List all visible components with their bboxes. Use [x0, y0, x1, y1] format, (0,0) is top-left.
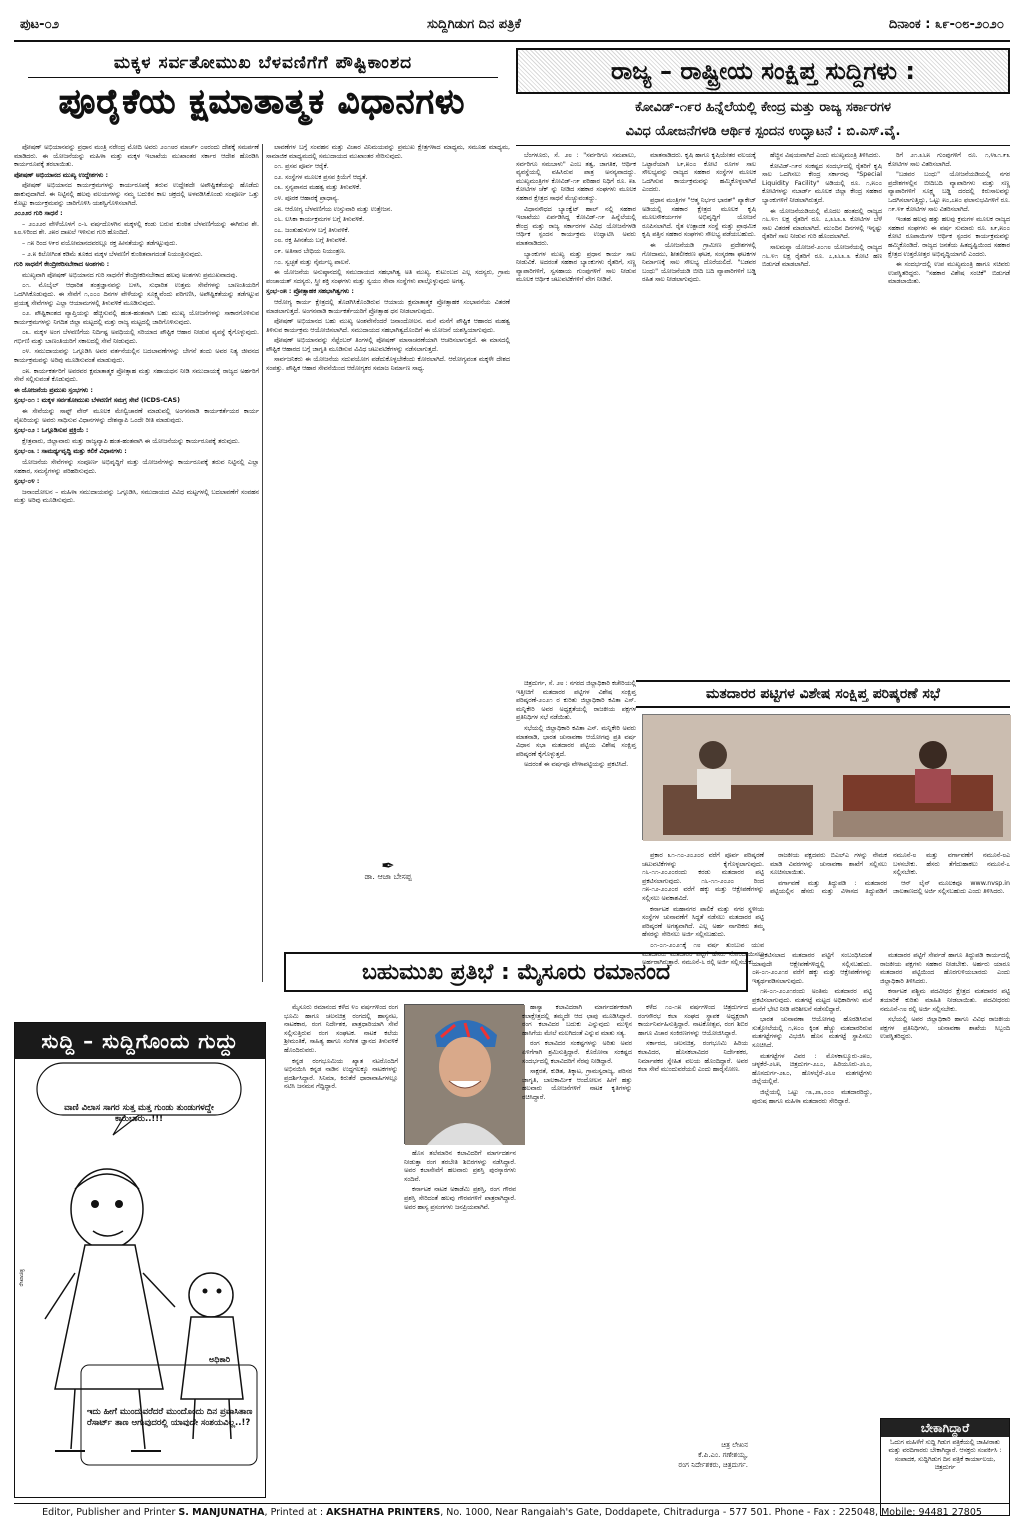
- paragraph: ೦೧. ಮೊಬೈಲ್ ಆಧಾರಿತ ತಂತ್ರಜ್ಞಾನವನ್ನು ಬಳಸಿ, ಸುಧಾರಿತ ಉತ್ತಮ ಸೇವೆಗಳನ್ನು ಬಾಣಂತಿಯರಿಗೆ ಒದಗಿಸಿಕೊಡುವುದು. ಈ ಸೇವೆಗೆ ೧,೦೦೦ ದಿನಗಳ ವೇಳೆಯನ್ನು ಸೂಕ್ಷ್ಮವೆಂದು ಪರಿಗಣಿಸಿ, ಅಪೌಷ್ಟಿಕತೆಯನ್ನು ತಡೆಗಟ್ಟುವ ಪ್ರಯತ್ನ ಸೇವೆಗಳನ್ನು ಎಲ್ಲಾ ಆಯಾಮಗಳಲ್ಲಿ ತಿಳುವಳಿಕೆ ಮೂಡಿಸುವುದು.: [14, 282, 259, 307]
- paragraph: ಆರೋಗ್ಯ ಕಾರ್ಯ ಕ್ಷೇತ್ರದಲ್ಲಿ ತೊಡಗಿಸಿಕೊಂಡಿರುವ ಆಯಾಯ ಕ್ಷಮಾತಾತ್ಮಕ ಪ್ರೋತ್ಸಾಹಕ ಸಂಭಾವನೆಯ ವಿತರಣೆ ಮಾಡಲಾಗುತ್ತದೆ. ಅಂಗನವಾಡಿ ಕಾರ್ಯಕರ್ತೆಯರಿಗೆ ಪ್ರೋತ್ಸಾಹ ಧನ ನೀಡಲಾಗುವುದು.: [266, 298, 510, 315]
- wanted-ad: [880, 1418, 1010, 1516]
- paragraph: ಕರ್ನಾಟಕ ಮಹಾನಗರ ಪಾಲಿಕೆ ಮತ್ತು ನಗರ ಸ್ಥಳೀಯ ಸಂಸ್ಥೆಗಳ ಚುನಾವಣೆಗೆ ಸಿದ್ಧತೆ ನಡೆಸಲು ಮತದಾರರ ಪಟ್ಟಿ ಪರಿಷ್ಕರಣೆ ಅಗತ್ಯವಾಗಿದೆ. ಎಲ್ಲ ಅರ್ಹ ನಾಗರಿಕರು ತಮ್ಮ ಹೆಸರನ್ನು ಸೇರಿಸಲು ಅರ್ಜಿ ಸಲ್ಲಿಸಬಹುದು.: [642, 905, 764, 939]
- paragraph: "ಬಡವರ ಬಂಧು" ಯೋಜನೆಯಡಿಯಲ್ಲಿ ನಗರ ಪ್ರದೇಶಗಳಲ್ಲಿನ ಬೀದಿಬದಿ ವ್ಯಾಪಾರಿಗಳು ಮತ್ತು ಸಣ್ಣ ವ್ಯಾಪಾರಿಗಳಿಗೆ ಸೂಕ್ಷ್ಮ ಬಡ್ಡಿ ದರದಲ್ಲಿ ಕಿರುಸಾಲವನ್ನು ಒದಗಿಸಲಾಗುತ್ತಿದ್ದು, ಒಟ್ಟು ೫೦,೭೫೦ ಫಲಾನುಭವಿಗಳಿಗೆ ರೂ. ೧೯.೪೯ ಕೋಟಿಗಳ ಸಾಲ ವಿತರಿಸಲಾಗಿದೆ.: [888, 171, 1010, 213]
- paragraph: ೦೫. ಕಾರ್ಯಕರ್ತರಿಗೆ ಅವರವರ ಕ್ಷಮಾತಾತ್ಮಕ ಪ್ರೋತ್ಸಾಹ ಮತ್ತು ಸಹಾಯಧನ ನೀಡಿ ಸಮುದಾಯಕ್ಕೆ ರಾಜ್ಯದ ಅರ್ಹರಿಗೆ ಸೇವೆ ಸಲ್ಲಿಸುವಂತೆ ಕೊಡುವುದು.: [14, 367, 259, 384]
- nutrition-article: [14, 48, 510, 948]
- byline-line-3: ರಂಗ ನಿರ್ದೇಶಕರು, ಚಿತ್ರದುರ್ಗ.: [678, 1461, 748, 1469]
- paragraph: ಹೆಚ್ಚಿನ ವಿಷಯವಾಗಿದೆ ಎಂದು ಮುಖ್ಯಮಂತ್ರಿ ತಿಳಿಸಿದರು.: [770, 152, 881, 159]
- paragraph: ಯೋಜನೆಯ ಸೇವೆಗಳನ್ನು ಸಂಪೂರ್ಣ ಅಭಿವೃದ್ಧಿಗೆ ಮತ್ತು ಯೋಜನೆಗಳನ್ನು ಕಾರ್ಯರೂಪಕ್ಕೆ ತರುವ ನಿಟ್ಟಿನಲ್ಲಿ ಎಲ್ಲಾ ಸಹಕಾರ, ಸಮಸ್ಯೆಗಳನ್ನು ಪರಿಹರಿಸುವುದು.: [14, 459, 259, 475]
- paragraph: ೦೬. ಲಸಿಕಾ ಕಾರ್ಯಕ್ರಮಗಳ ಬಗ್ಗೆ ತಿಳುವಳಿಕೆ.: [274, 216, 365, 224]
- paragraph: ಕರ್ನಾಟಕ ನಾಟಕ ಅಕಾಡೆಮಿ ಪ್ರಶಸ್ತಿ, ರಂಗ ಗೌರವ ಪ್ರಶಸ್ತಿ ಸೇರಿದಂತೆ ಹಲವು ಗೌರವಗಳಿಗೆ ಪಾತ್ರರಾಗಿದ್ದಾರೆ. ಅವರ ಹಾಸ್ಯ ಪ್ರಸಂಗಗಳು ಜನಪ್ರಿಯವಾಗಿವೆ.: [404, 1186, 516, 1211]
- paragraph: ಸ್ತಂಭ-೦೨ : ಒಗ್ಗೂಡಿಸುವ ಪ್ರಕ್ರಿಯೆ :: [14, 427, 89, 435]
- footer-mid: , Printed at :: [264, 1507, 324, 1518]
- paragraph: ಸಭೆಯಲ್ಲಿ ಅಪರ ಜಿಲ್ಲಾಧಿಕಾರಿ ಹಾಗೂ ವಿವಿಧ ರಾಜಕೀಯ ಪಕ್ಷಗಳ ಪ್ರತಿನಿಧಿಗಳು, ಚುನಾವಣಾ ಶಾಖೆಯ ಸಿಬ್ಬಂದಿ ಉಪಸ್ಥಿತರಿದ್ದರು.: [880, 1016, 1010, 1041]
- footer-address: , No. 1000, Near Rangaiah's Gate, Doddapete, Chitradurga - 577 501. Phone - Fax : 225048, Mobile: 94481 27805: [440, 1507, 982, 1518]
- voter-headline: ಮತದಾರರ ಪಟ್ಟಿಗಳ ವಿಶೇಷ ಸಂಕ್ಷಿಪ್ತ ಪರಿಷ್ಕರಣೆ ಸಭೆ: [636, 680, 1010, 708]
- portrait-icon: [405, 1005, 525, 1145]
- briefs-column-1: [516, 152, 636, 692]
- paragraph: ಈ ಸಂದರ್ಭದಲ್ಲಿ ಉಪ ಮುಖ್ಯಮಂತ್ರಿ ಹಾಗೂ ಸಚಿವರು ಉಪಸ್ಥಿತರಿದ್ದರು. "ಸಹಕಾರ ವಿಶೇಷ ಸಂಚಿಕೆ" ಬಿಡುಗಡೆ ಮಾಡಲಾಯಿತು.: [888, 261, 1010, 286]
- paragraph: ಕರ್ನಾಟಕ ಪಶ್ಚಿಮ ಪದವೀಧರ ಕ್ಷೇತ್ರದ ಮತದಾರರ ಪಟ್ಟಿ ತಯಾರಿಕೆ ಕುರಿತು ಮಾಹಿತಿ ನೀಡಲಾಯಿತು. ಪದವೀಧರರು ನಮೂನೆ-೧೮ ರಲ್ಲಿ ಅರ್ಜಿ ಸಲ್ಲಿಸಬೇಕು.: [880, 988, 1010, 1013]
- paragraph: ೦೭. ಜಂತುಹುಳುಗಳ ಬಗ್ಗೆ ತಿಳುವಳಿಕೆ.: [274, 226, 350, 234]
- paragraph: ಈ ಯೋಜನೆಯ ಅನುಷ್ಠಾನದಲ್ಲಿ ಸಮುದಾಯದ ಸಹಭಾಗಿತ್ವ ಅತಿ ಮುಖ್ಯ. ಕುಟುಂಬದ ಎಲ್ಲ ಸದಸ್ಯರು, ಗ್ರಾಮ ಪಂಚಾಯತ್ ಸದಸ್ಯರು, ಸ್ತ್ರೀ ಶಕ್ತಿ ಸಂಘಗಳು ಮತ್ತು ಸ್ವಯಂ ಸೇವಾ ಸಂಸ್ಥೆಗಳು ಪಾಲ್ಗೊಳ್ಳುವುದು ಅಗತ್ಯ.: [266, 269, 510, 285]
- paragraph: ೦೯. ಅತಿಸಾರ ಬೇಧಿಯ ನಿಯಂತ್ರಣ.: [274, 247, 346, 255]
- footer-editor: S. MANJUNATHA: [178, 1507, 265, 1518]
- voter-column-3: [770, 852, 1010, 950]
- paragraph: ಸ್ತಂಭ-೦೪ :: [14, 478, 40, 486]
- ramananda-column-2: [522, 1004, 632, 1504]
- paragraph: ೦೩. ಸ್ತನ್ಯಪಾನದ ಮಹತ್ವ ಮತ್ತು ತಿಳುವಳಿಕೆ.: [274, 184, 362, 192]
- paragraph: ಈ ಸೇವೆಯನ್ನು ಸಾಫ್ಟ್ ವೇರ್ ಮೂಲಕ ಮೇಲ್ವಿಚಾರಣೆ ಮಾಡುವಲ್ಲಿ ಅಂಗನವಾಡಿ ಕಾರ್ಯಕರ್ತೆಯರ ಕಾರ್ಯ ವೈಖರಿಯನ್ನು ಅವರು ಸಾಧಿಸುವ ವಿಧಾನಗಳನ್ನು ದೇಶವ್ಯಾಪಿ ಒಂದೇ ರೀತಿ ಮಾಡುವುದು.: [14, 408, 259, 424]
- paragraph: ೦೨. ಪೌಷ್ಟಿಕಾಂಶದ ವ್ಯಾಪ್ತಿಯನ್ನು ಹೆಚ್ಚಿಸುವಲ್ಲಿ ಹಂತ-ಹಂತವಾಗಿ ಬಹು ಮುಖ್ಯ ಯೋಜನೆಗಳನ್ನು ಸಾಕಾರಗೊಳಿಸುವ ಕಾರ್ಯಕ್ರಮಗಳನ್ನು ನಿಗದಿತ ಜಿಲ್ಲಾ ಮಟ್ಟದಲ್ಲಿ ಮತ್ತು ರಾಜ್ಯ ಮಟ್ಟದಲ್ಲಿ ಜಾರಿಗೊಳಿಸುವುದು.: [14, 310, 259, 326]
- paragraph: ಹೊಸ ತಲೆಮಾರಿನ ಕಲಾವಿದರಿಗೆ ಮಾರ್ಗದರ್ಶನ ನೀಡುತ್ತಾ ರಂಗ ತರಬೇತಿ ಶಿಬಿರಗಳನ್ನು ನಡೆಸಿದ್ದಾರೆ. ಅವರ ಕಲಾಸೇವೆಗೆ ಹಲವಾರು ಪ್ರಶಸ್ತಿ ಪುರಸ್ಕಾರಗಳು ಸಂದಿವೆ.: [404, 1150, 516, 1183]
- paragraph: ಲಾವಣೆಗಳ ಬಗ್ಗೆ ಸಂವಹನ ಮತ್ತು ವಿಚಾರ ವಿನಿಮಯವನ್ನು ಪ್ರಮುಖ ಕ್ಷೇತ್ರಗಳಾದ ಮಾಧ್ಯಮ, ಸಮೂಹ ಮಾಧ್ಯಮ, ಸಾಮಾಜಿಕ ಮಾಧ್ಯಮದಲ್ಲಿ ಸಮುದಾಯದ ಮುಖಾಂತರ ಸೇರಿಸುವುದು.: [266, 144, 510, 160]
- paragraph: ಪ್ರಧಾನ ಮಂತ್ರಿಗಳ "ಆತ್ಮ ನಿರ್ಭರ ಭಾರತ್" ಪ್ಯಾಕೇಜ್ ಅಡಿಯಲ್ಲಿ ಸಹಕಾರ ಕ್ಷೇತ್ರದ ಮೂಲಕ ಕೃಷಿ ಮೂಲಸೌಕರ್ಯಗಳ ಅಭಿವೃದ್ಧಿಗೆ ಯೋಜನೆ ರೂಪಿಸಲಾಗಿದೆ. ರೈತ ಉತ್ಪಾದಕ ಸಂಸ್ಥೆ ಮತ್ತು ಪ್ರಾಥಮಿಕ ಕೃಷಿ ಪತ್ತಿನ ಸಹಕಾರ ಸಂಘಗಳು ಸೌಲಭ್ಯ ಪಡೆಯಬಹುದು.: [642, 196, 756, 239]
- masthead: [14, 8, 1010, 42]
- paragraph: ಭಾರತ ಚುನಾವಣಾ ಆಯೋಗವು ಹೊರಡಿಸಿರುವ ಸುತ್ತೋಲೆಯಲ್ಲಿ ೧,೫೦೦ ಕ್ಕಿಂತ ಹೆಚ್ಚು ಮತದಾರರಿರುವ ಮತಗಟ್ಟೆಗಳನ್ನು ವಿಭಜಿಸಿ ಹೊಸ ಮತಗಟ್ಟೆ ಸ್ಥಾಪಿಸಲು ಸೂಚಿಸಿದೆ.: [752, 1016, 872, 1049]
- paragraph: ಹಾಸ್ಯಾ ಕಲಾವಿದರಾಗಿ ಮಾರ್ಗದರ್ಶಕರಾಗಿ ಕಲಾಕ್ಷೇತ್ರದಲ್ಲಿ ತಮ್ಮದೇ ಆದ ಛಾಪು ಮೂಡಿಸಿದ್ದಾರೆ. ರಂಗ ಕಲಾವಿದರ ಬದುಕು ಎನ್ನುವುದು ಮುಳ್ಳಿನ ಹಾಸಿಗೆಯ ಮೇಲೆ ಮಲಗಿದಂತೆ ಎನ್ನುವ ಮಾತು ಸತ್ಯ.: [522, 1004, 632, 1037]
- voter-column-2: [642, 852, 764, 967]
- paragraph: – ೨೦೨೨ರ ವೇಳೆಯೊಳಗೆ ೦-೬ ವರ್ಷದೊಳಗಿನ ಮಕ್ಕಳಲ್ಲಿ ಕಂಡು ಬರುವ ಕುಂಠಿತ ಬೆಳವಣಿಗೆಯನ್ನು ಈಗಿರುವ ಶೇ. ೩೮.೪ರಿಂದ ಶೇ. ೨೫ರ ದಾಖಲೆ ಇಳಿಸುವ ಗುರಿ ಹೊಂದಿದೆ.: [14, 220, 259, 237]
- paragraph: ಕೋವಿಡ್-೧೯ರ ಸಂಕಷ್ಟದ ಸಂದರ್ಭದಲ್ಲಿ ರೈತರಿಗೆ ಕೃಷಿ ಸಾಲ ಒದಗಿಸಲು ಕೇಂದ್ರ ಸರ್ಕಾರವು "Special Liquidity Facility" ಅಡಿಯಲ್ಲಿ ರೂ. ೧,೫೦೦ ಕೋಟಿಗಳನ್ನು ನಬಾರ್ಡ್ ಮೂಲಕ ಜಿಲ್ಲಾ ಕೇಂದ್ರ ಸಹಕಾರ ಬ್ಯಾಂಕುಗಳಿಗೆ ನೀಡಲಾಗಿರುತ್ತದೆ.: [762, 162, 882, 204]
- ramananda-article: [284, 952, 748, 1512]
- paragraph: ಪೋಷಣ್ ಅಭಿಯಾನದ ಬಹು ಮುಖ್ಯ ಅಂಶವೇನೆಂದರೆ ಜನಾಂದೋಲನ. ಮನೆ ಮನೆಗೆ ಪೌಷ್ಟಿಕ ಆಹಾರದ ಮಹತ್ವ ತಿಳಿಸುವ ಕಾರ್ಯಕ್ರಮ ಆಯೋಜಿಸಲಾಗಿದೆ. ಸಮುದಾಯದ ಸಹಭಾಗಿತ್ವದೊಂದಿಗೆ ಈ ಯೋಜನೆ ಯಶಸ್ವಿಯಾಗುವುದು.: [266, 318, 510, 334]
- paragraph: ಸಾಲಮನ್ನಾ ಯೋಜನೆ-೨೦೧೮ ಯೋಜನೆಯಲ್ಲಿ ರಾಜ್ಯದ ೧೬.೪೧ ಲಕ್ಷ ರೈತರಿಗೆ ರೂ. ೭,೩೬೩.೩ ಕೋಟಿ ಹಣ ಬಿಡುಗಡೆ ಮಾಡಲಾಗಿದೆ.: [762, 243, 882, 269]
- paragraph: ಈ ಯೋಜನೆಯಡಿಯಲ್ಲಿ ಮೊದಲ ಹಂತದಲ್ಲಿ ರಾಜ್ಯದ ೧೬.೪೧ ಲಕ್ಷ ರೈತರಿಗೆ ರೂ. ೭,೩೬೩.೩ ಕೋಟಿಗಳ ಬೆಳೆ ಸಾಲ ವಿತರಣೆ ಮಾಡಲಾಗಿದೆ. ಮುಂದಿನ ದಿನಗಳಲ್ಲಿ ಇನ್ನಷ್ಟು ರೈತರಿಗೆ ಸಾಲ ನೀಡುವ ಗುರಿ ಹೊಂದಲಾಗಿದೆ.: [762, 207, 882, 241]
- paragraph: ಸ್ತಂಭ-೦೫ : ಪ್ರೋತ್ಸಾಹಕ ಸಹಭಾಗಿತ್ವಗಳು :: [266, 288, 354, 296]
- paragraph: ವರ್ಗಾವಣೆ ಮತ್ತು ತಿದ್ದುಪಡಿ : ಮತದಾರರ ಪಟ್ಟಿಯಲ್ಲಿನ ಹೆಸರು ಮತ್ತು ವಿಳಾಸದ ತಿದ್ದುಪಡಿಗೆ ನಮೂನೆ-೮ ಮತ್ತು ವರ್ಗಾವಣೆಗೆ ನಮೂನೆ-೮ಎ ಬಳಸಬೇಕು. ಹೆಸರು ತೆಗೆದುಹಾಕಲು ನಮೂನೆ-೭ ಸಲ್ಲಿಸಬೇಕು.: [770, 852, 1010, 896]
- paragraph: ೧೫-೦೧-೨೦೨೧ರಂದು ಅಂತಿಮ ಮತದಾರರ ಪಟ್ಟಿ ಪ್ರಕಟಿಸಲಾಗುವುದು. ಮತಗಟ್ಟೆ ಮಟ್ಟದ ಅಧಿಕಾರಿಗಳು ಮನೆ ಮನೆಗೆ ಭೇಟಿ ನೀಡಿ ಪರಿಶೀಲನೆ ನಡೆಸಲಿದ್ದಾರೆ.: [752, 988, 872, 1013]
- paragraph: ಜನಾಂದೋಲನ – ಮಹಿಳಾ ಸಮುದಾಯವನ್ನು ಒಗ್ಗೂಡಿಸಿ, ಸಮುದಾಯದ ವಿವಿಧ ಮಟ್ಟಗಳಲ್ಲಿ ಬದಲಾವಣೆಗೆ ಸಂವಹನ ಮತ್ತು ಅರಿವು ಮೂಡಿಸುವುದು.: [14, 488, 259, 505]
- paragraph: ೦೫. ಆರೋಗ್ಯ ಬೆಳವಣಿಗೆಯ ಉಸ್ತುವಾರಿ ಮತ್ತು ಉತ್ತೇಜನ.: [274, 205, 393, 213]
- article-column-1: [14, 144, 259, 982]
- article-column-2: [266, 144, 510, 854]
- newspaper-page: [14, 8, 1010, 1523]
- byline-line-2: ಕೆ.ಪಿ.ಎಂ. ಗಣೇಶಯ್ಯ,: [698, 1451, 748, 1459]
- paragraph: – ೧೫ ರಿಂದ ೪೯ರ ವಯೋಮಾನದವರಲ್ಲೂ ರಕ್ತ ಹೀನತೆಯನ್ನು ತಡೆಗಟ್ಟುವುದು.: [22, 239, 178, 247]
- wanted-body: ಓದುಗ ಮಹಿಳೆಗೆ ಸುದ್ದಿ ಗಿಡುಗ ಪತ್ರಿಕೆಯಲ್ಲಿ ಜಾಹೀರಾತು ಮತ್ತು ವರದಿಗಾರರು ಬೇಕಾಗಿದ್ದಾರೆ. ಆಸಕ್ತರು ಸಂಪರ್ಕಿಸಿ : ಸಂಪಾದಕ, ಸುದ್ದಿಗಿಡುಗ ದಿನ ಪತ್ರಿಕೆ ಕಾರ್ಯಾಲಯ, ಚಿತ್ರದುರ್ಗ: [888, 1439, 1002, 1472]
- paragraph: ಪೋಷಣ್ ಅಭಿಯಾನದ ಕಾರ್ಯಕ್ರಮಗಳನ್ನು ಕಾರ್ಯರೂಪಕ್ಕೆ ತರುವ ಉದ್ದೇಶದೇ ಅಪೌಷ್ಟಿಕತೆಯನ್ನು ಹೊಡೆದು ಹಾಕುವುದಾಗಿದೆ. ಈ ನಿಟ್ಟಿನಲ್ಲಿ ಹಲವು ವಲಯಗಳನ್ನು ನಮ್ಮ ಬದುಕಿನ ಕಾಲ ಚಕ್ರದಲ್ಲಿ ಅಳವಡಿಸಿಕೊಂಡು ಸಂಪೂರ್ಣ ಒತ್ತು ಕೊಟ್ಟು ಕಾರ್ಯಕ್ರಮವನ್ನು ಜಾರಿಗೊಳಿಸಿ ಯಶಸ್ವಿಗೊಳಿಸಲಾಗಿದೆ.: [14, 182, 259, 207]
- paragraph: ೦೨. ಸಂಸ್ಥೆಗಳ ಮೂಲಕ ಪ್ರಸವ ಕ್ರಿಯೆಗೆ ಆದ್ಯತೆ.: [274, 173, 368, 181]
- paragraph: ೦೪. ಪೂರಕ ಆಹಾರಕ್ಕೆ ಪ್ರಾಧಾನ್ಯ.: [274, 194, 339, 202]
- paragraph: ಸ್ತಂಭ-೦೩ : ಸಾಮರ್ಥ್ಯವೃದ್ಧಿ ಮತ್ತು ಕಲಿಕೆ ವಿಧಾನಗಳು :: [14, 448, 127, 456]
- ramananda-photo: [404, 1004, 524, 1144]
- paragraph: ಈ ಯೋಜನೆಯಡಿ ಗ್ರಾಮೀಣ ಪ್ರದೇಶಗಳಲ್ಲಿ ಗೋದಾಮು, ಶೀತಲೀಕರಣ ಘಟಕ, ಸಂಸ್ಕರಣಾ ಘಟಕಗಳ ನಿರ್ಮಾಣಕ್ಕೆ ಸಾಲ ಸೌಲಭ್ಯ ದೊರೆಯಲಿದೆ. "ಬಡವರ ಬಂಧು" ಯೋಜನೆಯಡಿ ಬೀದಿ ಬದಿ ವ್ಯಾಪಾರಿಗಳಿಗೆ ಬಡ್ಡಿ ರಹಿತ ಸಾಲ ನೀಡಲಾಗುವುದು.: [642, 241, 756, 284]
- paragraph: ೦೧-೦೧-೨೦೨೧ಕ್ಕೆ ೧೮ ವರ್ಷ ತುಂಬುವ ಯುವ ಮತದಾರರು ಮತದಾರರ ಪಟ್ಟಿಗೆ ಹೆಸರು ನೋಂದಾಯಿಸಲು ಅರ್ಹರಾಗಿರುತ್ತಾರೆ. ನಮೂನೆ-೬ ರಲ್ಲಿ ಅರ್ಜಿ ಸಲ್ಲಿಸಬೇಕು.: [642, 941, 764, 967]
- paragraph: ರಿಗೆ ೨೧.೩೬೫ ಗುಂಪುಗಳಿಗೆ ರೂ. ೧,೪೩೧.೯೩ ಕೋಟಿಗಳ ಸಾಲ ವಿತರಿಸಲಾಗಿದೆ.: [888, 152, 1010, 168]
- footer-lead: Editor, Publisher and Printer: [42, 1507, 176, 1518]
- page-number: ಪುಟ-೦೨: [20, 16, 60, 32]
- paragraph: ಕನ್ನಡ ರಂಗಭೂಮಿಯ ಖ್ಯಾತ ನಟರೊಂದಿಗೆ ಅಭಿನಯಿಸಿ ಕನ್ನಡ ನಾಡಿನ ಉದ್ದಗಲಕ್ಕೂ ನಾಟಕಗಳನ್ನು ಪ್ರದರ್ಶಿಸಿದ್ದಾರೆ. ಸಿನಿಮಾ, ಕಿರುತೆರೆ ಧಾರಾವಾಹಿಗಳಲ್ಲೂ ನಟಿಸಿ ಜನಮನ ಗೆದ್ದಿದ್ದಾರೆ.: [284, 1057, 398, 1091]
- paragraph: ಮತಗಟ್ಟೆಗಳ ವಿವರ : ಮೊಳಕಾಲ್ಮೂರು-೨೫೦, ಚಳ್ಳಕೆರೆ-೨೬೫, ಚಿತ್ರದುರ್ಗ-೨೭೦, ಹಿರಿಯೂರು-೨೬೦, ಹೊಸದುರ್ಗ-೨೩೦, ಹೊಳಲ್ಕೆರೆ-೨೬೮ ಮತಗಟ್ಟೆಗಳು ಜಿಲ್ಲೆಯಲ್ಲಿವೆ.: [752, 1052, 872, 1086]
- paragraph: ಸರ್ಕಾರದ, ಚಲನಚಿತ್ರ, ರಂಗಭೂಮಿ ಹಿರಿಯ ಕಲಾವಿದರ, ಹೊಸಕಲಾವಿದರ ನಿರ್ದೇಶಕರ, ನಿರ್ಮಾಪಕರ ಸ್ನೇಹಿತ ವಲಯ ಹೊಂದಿದ್ದಾರೆ. ಅವರ ಕಲಾ ಸೇವೆ ಮುಂದುವರೆಯಲಿ ಎಂದು ಹಾರೈಸೋಣ.: [638, 1040, 748, 1074]
- paragraph: ಆನ್ ಲೈನ್ ಮೂಲಕವೂ www.nvsp.in ಜಾಲತಾಣದಲ್ಲಿ ಅರ್ಜಿ ಸಲ್ಲಿಸಬಹುದು ಎಂದು ತಿಳಿಸಿದರು.: [893, 879, 1010, 896]
- paragraph: ಕಳೆದ ೧೦-೧೫ ವರ್ಷಗಳಿಂದ ಚಿತ್ರದುರ್ಗದ ರಂಗಸೌರಭ ಕಲಾ ಸಂಘದ ಸ್ಥಾಪಕ ಅಧ್ಯಕ್ಷರಾಗಿ ಕಾರ್ಯನಿರ್ವಹಿಸುತ್ತಿದ್ದಾರೆ. ನಾಟಕೋತ್ಸವ, ರಂಗ ಶಿಬಿರ ಹಾಗೂ ವಿಚಾರ ಸಂಕಿರಣಗಳನ್ನು ಆಯೋಜಿಸಿದ್ದಾರೆ.: [638, 1004, 748, 1037]
- paragraph: ೦೪. ಸಮುದಾಯವನ್ನು ಒಗ್ಗೂಡಿಸಿ ಅವರ ವರ್ತನೆಯಲ್ಲಿನ ಬದಲಾವಣೆಗಳನ್ನು ಬೇಗನೆ ತಂದು ಅವರ ನಿತ್ಯ ಜೀವನದ ಕಾರ್ಯಕ್ರಮವನ್ನು ಅರಿವು ಮೂಡಿಸುವಂತೆ ಮಾಡುವುದು.: [14, 348, 259, 365]
- article-kicker: ಮಕ್ಕಳ ಸರ್ವತೋಮುಖ ಬೆಳವಣಿಗೆಗೆ ಪೌಷ್ಟಿಕಾಂಶದ: [28, 48, 498, 78]
- ramananda-byline: [638, 1440, 748, 1470]
- paragraph: ಪ್ರಕಾರ ೩೧-೧೦-೨೦೨೦ರ ವರೆಗೆ ಪೂರ್ವ ಪರಿಷ್ಕರಣೆ ಚಟುವಟಿಕೆಗಳನ್ನು ಕೈಗೊಳ್ಳಲಾಗುವುದು. ೧೬-೧೧-೨೦೨೦ರಂದು ಕರಡು ಮತದಾರರ ಪಟ್ಟಿ ಪ್ರಕಟಿಸಲಾಗುವುದು. ೧೬-೧೧-೨೦೨೦ ರಿಂದ ೧೫-೧೨-೨೦೨೦ರ ವರೆಗೆ ಹಕ್ಕು ಮತ್ತು ಆಕ್ಷೇಪಣೆಗಳನ್ನು ಸಲ್ಲಿಸಲು ಅವಕಾಶವಿದೆ.: [642, 852, 764, 902]
- ramananda-column-1: [284, 1004, 398, 1504]
- ramananda-column-1b: [404, 1150, 516, 1504]
- paragraph: ಸಾಕ್ಷರತೆ, ಕುಡಿತ, ತಿಕ್ಕಾಟ, ಗ್ರಾಮಸ್ವರಾಜ್ಯ, ಪರಿಸರ ಜಾಗೃತಿ, ಬಾಲಕಾರ್ಮಿಕ ಆಂದೋಲನ ಹೀಗೆ ಹತ್ತು ಹಲವಾರು ಯೋಜನೆಗಳಿಗೆ ನಾಟಕ ಕೃತಿಗಳನ್ನು ರಚಿಸಿದ್ದಾರೆ.: [522, 1068, 632, 1101]
- byline-line-1: ಚಿತ್ರ ಲೇಖನ: [721, 1441, 748, 1449]
- column-rule: [262, 144, 263, 982]
- voter-continued-column: [752, 952, 872, 1512]
- paragraph: ಸಭೆಯಲ್ಲಿ ಜಿಲ್ಲಾಧಿಕಾರಿ ಕವಿತಾ ಎಸ್. ಮನ್ನಿಕೇರಿ ಅವರು ಮಾತನಾಡಿ, ಭಾರತ ಚುನಾವಣಾ ಆಯೋಗವು ಪ್ರತಿ ವರ್ಷ ವಿಧಾನ ಸಭಾ ಮತದಾರರ ಪಟ್ಟಿಯ ವಿಶೇಷ ಸಂಕ್ಷಿಪ್ತ ಪರಿಷ್ಕರಣೆ ಕೈಗೊಳ್ಳುತ್ತದೆ.: [516, 724, 636, 758]
- briefs-column-3: [762, 152, 882, 692]
- cartoon-title: ಸುದ್ದಿ – ಸುದ್ದಿಗೊಂದು ಗುದ್ದು: [15, 1023, 265, 1059]
- paragraph: ಬ್ಯಾಂಕುಗಳ ಮುಖ್ಯ ಮತ್ತು ಪ್ರಧಾನ ಕಾರ್ಯ ಸಾಲ ನೀಡುವಿಕೆ. ಅದರಂತೆ ಸಹಕಾರ ಬ್ಯಾಂಕುಗಳು ರೈತರಿಗೆ, ಸಣ್ಣ ವ್ಯಾಪಾರಿಗಳಿಗೆ, ಸ್ವಸಹಾಯ ಗುಂಪುಗಳಿಗೆ ಸಾಲ ನೀಡುವ ಮೂಲಕ ಆರ್ಥಿಕ ಚಟುವಟಿಕೆಗಳಿಗೆ ವೇಗ ನೀಡಿವೆ.: [516, 250, 636, 284]
- article-headline: ಪೂರೈಕೆಯ ಕ್ಷಮಾತಾತ್ಮಕ ವಿಧಾನಗಳು: [58, 82, 466, 122]
- wanted-title: ಬೇಕಾಗಿದ್ದಾರೆ: [881, 1419, 1009, 1437]
- paragraph: ರಾಜಕೀಯ ಪಕ್ಷದವರು ಬಿಎಲ್ಎ ಗಳನ್ನು ನೇಮಕ ಮಾಡಿ ವಿವರಗಳನ್ನು ಚುನಾವಣಾ ಶಾಖೆಗೆ ಸಲ್ಲಿಸಲು ಸೂಚಿಸಲಾಯಿತು.: [770, 852, 887, 877]
- paragraph: ಅದರಂತೆ ಈ ವರ್ಷವೂ ವೇಳಾಪಟ್ಟಿಯನ್ನು ಪ್ರಕಟಿಸಿದೆ.: [524, 761, 629, 769]
- signature-icon: ✒: [381, 856, 395, 875]
- paragraph: – ೨.೫ ಕಿಲೋಗಿಂತ ಕಡಿಮೆ ತೂಕದ ಮಕ್ಕಳ ಬೆಳವಣಿಗೆ ಕುಂಠಿತವಾಗದಂತೆ ನಿಯಂತ್ರಿಸುವುದು.: [22, 250, 203, 258]
- news-briefs: [516, 48, 1010, 688]
- paragraph: ಪೋಷಣ್ ಅಭಿಯಾನವನ್ನು ಸೆಪ್ಟೆಂಬರ್ ತಿಂಗಳಲ್ಲಿ ಪೋಷಣ್ ಮಾಸಾಚರಣೆಯಾಗಿ ಆಚರಿಸಲಾಗುತ್ತದೆ. ಈ ಮಾಸದಲ್ಲಿ ಪೌಷ್ಟಿಕ ಆಹಾರದ ಬಗ್ಗೆ ಜಾಗೃತಿ ಮೂಡಿಸುವ ವಿವಿಧ ಚಟುವಟಿಕೆಗಳನ್ನು ನಡೆಸಲಾಗುತ್ತದೆ.: [266, 337, 510, 353]
- paper-name: ಸುದ್ದಿಗಿಡುಗ ದಿನ ಪತ್ರಿಕೆ: [426, 16, 521, 32]
- paragraph: ೦೮. ರಕ್ತ ಹೀನತೆಯ ಬಗ್ಗೆ ತಿಳುವಳಿಕೆ.: [274, 237, 348, 245]
- paragraph: ಮತದಾರರ ಪಟ್ಟಿಗೆ ಸೇರ್ಪಡೆ ಹಾಗೂ ತಿದ್ದುಪಡಿ ಕಾರ್ಯದಲ್ಲಿ ರಾಜಕೀಯ ಪಕ್ಷಗಳು ಸಹಕಾರ ನೀಡಬೇಕು. ಅರ್ಹರು ಯಾರೂ ಮತದಾರರ ಪಟ್ಟಿಯಿಂದ ಹೊರಗುಳಿಯಬಾರದು ಎಂದು ಜಿಲ್ಲಾಧಿಕಾರಿ ತಿಳಿಸಿದರು.: [880, 952, 1010, 985]
- paragraph: ಮುಖ್ಯವಾಗಿ ಪೋಷಣ್ ಅಭಿಯಾನದ ಗುರಿ ಸಾಧನೆಗೆ ಕೇಂದ್ರೀಕರಿಸಬೇಕಾದ ಹಲವು ಅಂಶಗಳು ಪ್ರಮುಖವಾದವು.: [22, 271, 238, 279]
- paragraph: ಚಿತ್ರದುರ್ಗ, ಸೆ. ೨೮ : ನಗರದ ಜಿಲ್ಲಾಧಿಕಾರಿ ಕಚೇರಿಯಲ್ಲಿ ಇತ್ತೀಚಿಗೆ ಮತದಾರರ ಪಟ್ಟಿಗಳ ವಿಶೇಷ ಸಂಕ್ಷಿಪ್ತ ಪರಿಷ್ಕರಣೆ-೨೦೨೧ ರ ಕುರಿತು ಜಿಲ್ಲಾಧಿಕಾರಿ ಕವಿತಾ ಎಸ್. ಮನ್ನಿಕೇರಿ ಅವರ ಅಧ್ಯಕ್ಷತೆಯಲ್ಲಿ ರಾಜಕೀಯ ಪಕ್ಷಗಳ ಪ್ರತಿನಿಧಿಗಳ ಸಭೆ ನಡೆಯಿತು.: [516, 680, 636, 722]
- paragraph: ಕ್ಷೇತ್ರವಾರು, ಜಿಲ್ಲಾವಾರು ಮತ್ತು ರಾಜ್ಯವ್ಯಾಪಿ ಹಂತ-ಹಂತವಾಗಿ ಈ ಯೋಜನೆಯನ್ನು ಕಾರ್ಯರೂಪಕ್ಕೆ ತರುವುದು.: [22, 437, 240, 445]
- footer-printer: AKSHATHA PRINTERS: [326, 1507, 441, 1518]
- paragraph: ೨೦೨೨ರ ಗುರಿ ಸಾಧನೆ :: [14, 210, 63, 218]
- paragraph: ಬೆಂಗಳೂರು, ಸೆ. ೨೮ : "ಸರ್ವರಿಗೂ ಸಮಪಾಲು, ಸರ್ವರಿಗೂ ಸಮಬಾಳು" ಎಂಬ ತತ್ವ, ಜಾಗತಿಕ, ಆರ್ಥಿಕ ವ್ಯವಸ್ಥೆಯಲ್ಲಿ ವಹಿಸಿರುವ ಪಾತ್ರ ಅನನ್ಯವಾದದ್ದು. ಮುಖ್ಯಮಂತ್ರಿಗಳ ಕೋವಿಡ್-೧೯ ಪರಿಹಾರ ನಿಧಿಗೆ ರೂ. ೫೩ ಕೋಟಿಗಳ ಚೆಕ್ ನ್ನು ನೀಡಿದ ಸಹಕಾರ ಸಂಘಗಳು ಮೂಲಕ ಸಹಕಾರ ಕ್ಷೇತ್ರದ ಸಾಧನೆ ಮೆಚ್ಚುವಂತದ್ದು.: [516, 152, 636, 202]
- meeting-photo: [642, 714, 1010, 840]
- cartoon-illustration: [15, 1059, 264, 1496]
- briefs-subheading-1: ಕೋವಿಡ್-೧೯ರ ಹಿನ್ನೆಲೆಯಲ್ಲಿ ಕೇಂದ್ರ ಮತ್ತು ರಾಜ್ಯ ಸರ್ಕಾರಗಳ: [635, 100, 891, 115]
- ramananda-headline: ಬಹುಮುಖ ಪ್ರತಿಭೆ : ಮೈಸೂರು ರಮಾನಂದ: [284, 952, 748, 992]
- paragraph: ಈ ಯೋಜನೆಯ ಪ್ರಮುಖ ಸ್ತಂಭಗಳು :: [14, 386, 93, 394]
- paragraph: ಮೈಸೂರು ರಮಾನಂದ ಕಳೆದ ೪೦ ವರ್ಷಗಳಿಂದ ರಂಗ ಭೂಮಿ ಹಾಗೂ ಚಲನಚಿತ್ರ ರಂಗದಲ್ಲಿ ಹಾಸ್ಯನಟ, ನಾಟಕಕಾರ, ರಂಗ ನಿರ್ದೇಶಕ, ಪಾತ್ರಧಾರಿಯಾಗಿ ಸೇವೆ ಸಲ್ಲಿಸುತ್ತಿರುವ ರಂಗ ಸಂಘಟಕ. ನಾಟಕ ಕಲೆಯ ಶ್ರೀಮಂತಿಕೆ, ಸಾಹಿತ್ಯ ಹಾಗೂ ಸಂಗೀತ ಜ್ಞಾನದ ತಿಳುವಳಿಕೆ ಹೊಂದಿರುವರು.: [284, 1004, 398, 1054]
- imprint-footer: [14, 1503, 1010, 1521]
- paragraph: ಪೋಷಣ್ ಅಭಿಯಾನದ ಮುಖ್ಯ ಉದ್ದೇಶಗಳು :: [14, 171, 108, 179]
- briefs-subheading-2: ವಿವಿಧ ಯೋಜನೆಗಳಡಿ ಆರ್ಥಿಕ ಸ್ಪಂದನ ಉದ್ಘಾಟನೆ : ಬಿ.ಎಸ್.ವೈ.: [516, 124, 1010, 146]
- paragraph: ಪ್ರಕಟಿಸಲಾದ ಮತದಾರರ ಪಟ್ಟಿಗೆ ಸಂಬಂಧಿಸಿದಂತೆ ಯಾವುದೇ ಆಕ್ಷೇಪಣೆಗಳಿದ್ದಲ್ಲಿ ಸಲ್ಲಿಸಬಹುದು. ೦೫-೦೧-೨೦೨೧ರ ವರೆಗೆ ಹಕ್ಕು ಮತ್ತು ಆಕ್ಷೇಪಣೆಗಳನ್ನು ಇತ್ಯರ್ಥಪಡಿಸಲಾಗುವುದು.: [752, 952, 872, 985]
- paragraph: ೦೩. ಮಕ್ಕಳ ಅಂಗ ಬೆಳವಣಿಗೆಯ ನಿರ್ದಿಷ್ಟ ಅವಧಿಯಲ್ಲಿ ಸರಿಯಾದ ಪೌಷ್ಟಿಕ ಆಹಾರ ನೀಡುವ ವ್ಯವಸ್ಥೆ ಕೈಗೊಳ್ಳುವುದು. ಗರ್ಭಿಣಿ ಮತ್ತು ಬಾಣಂತಿಯರಿಗೆ ಸಕಾಲದಲ್ಲಿ ಸೇವೆ ನೀಡುವುದು.: [14, 329, 259, 345]
- cartoon-official-label: ಅಧಿಕಾರಿ: [209, 1355, 231, 1364]
- paragraph: ಸಾರ್ವಜನಿಕರು ಈ ಯೋಜನೆಯ ಸದುಪಯೋಗ ಪಡೆದುಕೊಳ್ಳಬೇಕೆಂದು ಕೋರಲಾಗಿದೆ. ಆರೋಗ್ಯವಂತ ಮಕ್ಕಳೇ ದೇಶದ ಸಂಪತ್ತು. ಪೌಷ್ಟಿಕ ಆಹಾರ ಸೇವನೆಯಿಂದ ಆರೋಗ್ಯಕರ ಸಮಾಜ ನಿರ್ಮಾಣ ಸಾಧ್ಯ.: [266, 356, 510, 373]
- voter-column-1: [516, 680, 636, 980]
- cartoon-box: [14, 1022, 266, 1498]
- cartoon-bubble-top: ವಾಣಿ ವಿಲಾಸ ಸಾಗರ ಸುತ್ತ ಮತ್ತ ಗುಂಡು ತುಂಡುಗಳದ್ದೇ ಕಾರುಬಾರು..!!!: [64, 1103, 214, 1124]
- briefs-column-2: [642, 152, 756, 692]
- article-byline: [266, 856, 510, 886]
- paragraph: ರಂಗ ಕಲಾವಿದರ ಸಂಕಷ್ಟಗಳನ್ನು ಅರಿತು ಅವರ ಏಳಿಗೆಗಾಗಿ ಶ್ರಮಿಸುತ್ತಿದ್ದಾರೆ. ಕೊರೋನಾ ಸಂಕಷ್ಟದ ಸಂದರ್ಭದಲ್ಲಿ ಕಲಾವಿದರಿಗೆ ನೆರವು ನೀಡಿದ್ದಾರೆ.: [522, 1040, 632, 1065]
- byline-name: ಡಾ. ಆಜಾ ಬೇಸಪ್ಪ: [364, 872, 412, 881]
- paragraph: ಜಿಲ್ಲೆಯಲ್ಲಿ ಒಟ್ಟು ೧೩,೨೩,೦೦೦ ಮತದಾರರಿದ್ದು, ಪುರುಷ ಹಾಗೂ ಮಹಿಳಾ ಮತದಾರರು ಸೇರಿದ್ದಾರೆ.: [752, 1088, 872, 1105]
- voter-continued-column-2: [880, 952, 1010, 1412]
- ramananda-column-3: [638, 1004, 748, 1504]
- paragraph: ಇಂತಹ ಹಲವು ಹತ್ತು ಹಲವು ಕ್ರಮಗಳ ಮೂಲಕ ರಾಜ್ಯದ ಸಹಕಾರ ಸಂಘಗಳು ಈ ವರ್ಷ ಸುಮಾರು ರೂ. ೩೯,೫೦೦ ಕೋಟಿ ರೂಪಾಯಿಗಳ ಆರ್ಥಿಕ ಸ್ಪಂದನ ಕಾರ್ಯಕ್ರಮವನ್ನು ಹಮ್ಮಿಕೊಂಡಿದೆ. ರಾಜ್ಯದ ಜನತೆಯ ಹಿತದೃಷ್ಟಿಯಿಂದ ಸಹಕಾರ ಕ್ಷೇತ್ರದ ಉತ್ತರೋತ್ತರ ಅಭಿವೃದ್ಧಿಯಾಗಲಿ ಎಂದರು.: [888, 216, 1010, 258]
- meeting-photo-icon: [643, 715, 1011, 841]
- cartoon-credit: ರೇಖಾಚಿತ್ರ: [19, 1269, 25, 1287]
- cartoon-bubble-bottom: ಇದು ಹೀಗೆ ಮುಂದುವರೆದರೆ ಮುಂದೊಂದು ದಿನ ಪ್ರವಾಸಿತಾಣ ರೆಸಾರ್ಟ್ ತಾಣ ಆಗುವುದರಲ್ಲಿ ಯಾವುದೇ ಸಂಶಯವಿಲ್ಲ..!?: [87, 1407, 253, 1428]
- paragraph: ಗುರಿ ಸಾಧನೆಗೆ ಕೇಂದ್ರೀಕರಿಸಬೇಕಾದ ಅಂಶಗಳು :: [14, 261, 110, 269]
- paragraph: ಮಾತನಾಡಿದರು. ಕೃಷಿ ಹಾಗೂ ಕೃಷಿಯೇತರ ವಲಯಕ್ಕೆ ಒಟ್ಟಾರೆಯಾಗಿ ೬೯,೫೦೦ ಕೋಟಿ ರೂಗಳ ಸಾಲ ಸೌಲಭ್ಯವನ್ನು ರಾಜ್ಯದ ಸಹಕಾರ ಸಂಸ್ಥೆಗಳ ಮೂಲಕ ಒದಗಿಸುವ ಕಾರ್ಯಕ್ರಮವನ್ನು ಹಮ್ಮಿಕೊಳ್ಳಲಾಗಿದೆ ಎಂದರು.: [642, 152, 756, 194]
- paragraph: ೧೦. ಸ್ವಚ್ಛತೆ ಮತ್ತು ನೈರ್ಮಲ್ಯ ಪಾಲನೆ.: [274, 258, 351, 266]
- issue-date: ದಿನಾಂಕ : ೩೯-೦೮-೨೦೨೦: [888, 16, 1004, 32]
- paragraph: ೦೧. ಪ್ರಸವ ಪೂರ್ವ ಆರೈಕೆ.: [274, 163, 329, 171]
- briefs-banner: ರಾಜ್ಯ – ರಾಷ್ಟ್ರೀಯ ಸಂಕ್ಷಿಪ್ತ ಸುದ್ದಿಗಳು :: [516, 48, 1010, 94]
- briefs-column-4: [888, 152, 1010, 692]
- paragraph: ಪೋಷಣ್ ಅಭಿಯಾನವನ್ನು ಪ್ರಧಾನ ಮಂತ್ರಿ ನರೇಂದ್ರ ಮೋದಿ ಅವರು ೨೦೧೮ರ ಮಾರ್ಚ್ ೦೮ರಂದು ದೇಶಕ್ಕೆ ಸಮರ್ಪಣೆ ಮಾಡಿದರು. ಈ ಯೋಜನೆಯನ್ನು ಮಹಿಳಾ ಮತ್ತು ಮಕ್ಕಳ ಇಲಾಖೆಯ ಮುಖಾಂತರ ಸರ್ಕಾರ ಆದೇಶ ಹೊರಡಿಸಿ ಕಾರ್ಯರೂಪಕ್ಕೆ ತರಲಾಯಿತು.: [14, 144, 259, 169]
- paragraph: ವಿಧಾನಸೌಧದ ಬ್ಯಾಂಕ್ವೆಟ್ ಹಾಲ್ ನಲ್ಲಿ ಸಹಕಾರ ಇಲಾಖೆಯು ಏರ್ಪಡಿಸಿದ್ದ ಕೋವಿಡ್-೧೯ ಹಿನ್ನೆಲೆಯಲ್ಲಿ ಕೇಂದ್ರ ಮತ್ತು ರಾಜ್ಯ ಸರ್ಕಾರಗಳ ವಿವಿಧ ಯೋಜನೆಗಳಡಿ ಆರ್ಥಿಕ ಸ್ಪಂದನ ಕಾರ್ಯಕ್ರಮ ಉದ್ಘಾಟಿಸಿ ಅವರು ಮಾತನಾಡಿದರು.: [516, 205, 636, 247]
- paragraph: ಸ್ತಂಭ-೦೧ : ಮಕ್ಕಳ ಸರ್ವತೋಮುಖ ಬೆಳವಣಿಗೆ ಸಮಗ್ರ ಸೇವೆ (ICDS-CAS): [14, 397, 180, 405]
